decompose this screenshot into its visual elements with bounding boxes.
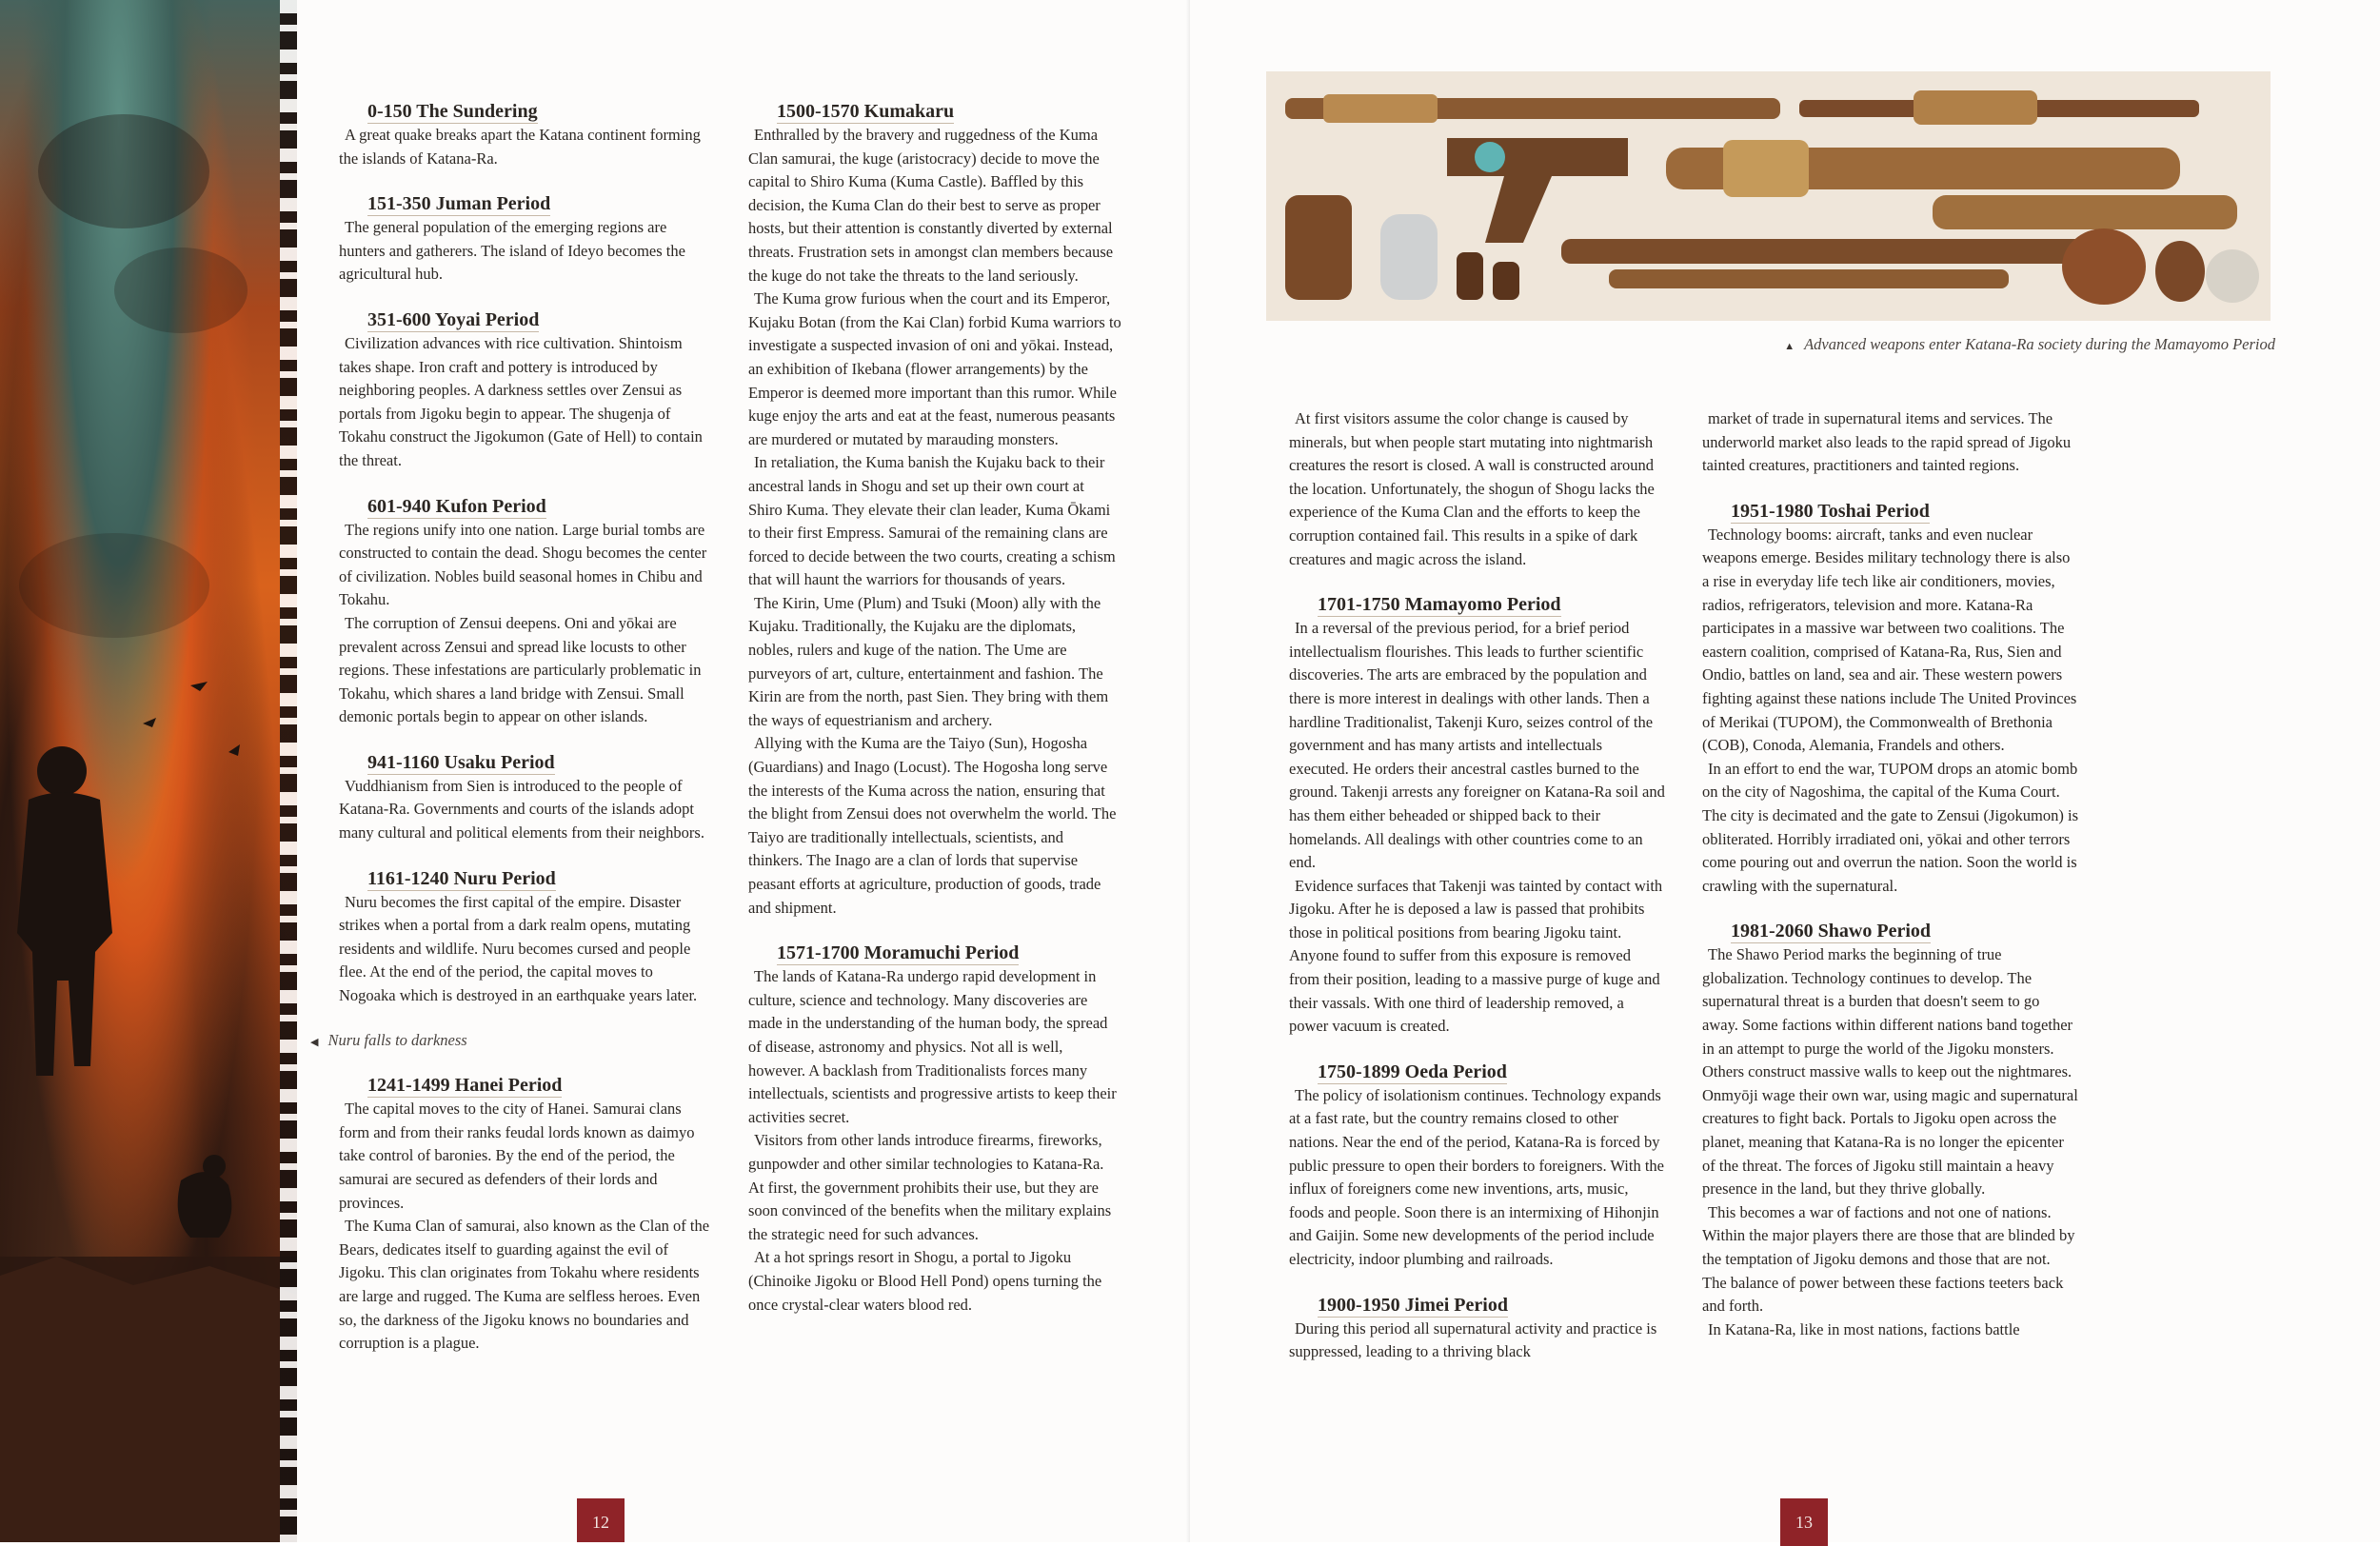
page-number-12: 12 [577, 1498, 625, 1542]
section-text: At a hot springs resort in Shogu, a portal to Jigoku (Chinoike Jigoku or Blood Hell Pond) opens turning the once crystal-clear waters blood red. [748, 1248, 1102, 1314]
section-text: At first visitors assume the color change is caused by minerals, but when people start mutating into nightmarish creatures the resort is closed. A wall is constructed around the location. Unfortunately, the shogun of Shogu lacks the experience of the Kuma Clan and the efforts to keep the corruption contained fail. This results in a spike of dark creatures and magic across the island. [1289, 409, 1655, 568]
section-text: Nuru becomes the first capital of the empire. Disaster strikes when a portal from a dark realm opens, mutating residents and wildlife. Nuru becomes cursed and people flee. At the end of the period, the capital moves to Nogoaka which is destroyed in an earthquake years later. [339, 892, 698, 1005]
section-text: The general population of the emerging regions are hunters and gatherers. The island of Ideyo becomes the agricultural hub. [339, 218, 685, 284]
art-caption: ◀ Nuru falls to darkness [310, 1030, 467, 1049]
section-text: Enthralled by the bravery and ruggedness of the Kuma Clan samurai, the kuge (aristocracy) decide to move the capital to Shiro Kuma (Kuma Castle). Baffled by this decision, the Kuma Clan do their best to serve as proper hosts, but their attention is constantly diverted by external threats. Frustration sets in amongst clan members because the kuge do not take the threats to the land seriously. [748, 126, 1114, 285]
section-text: The capital moves to the city of Hanei. Samurai clans form and from their ranks feudal lords known as daimyo take control of baronies. By the end of the period, the samurai are secured as defenders of their lords and provinces. [339, 1100, 695, 1212]
section-heading: 601-940 Kufon Period [367, 495, 546, 517]
section-text: The Kuma Clan of samurai, also known as the Clan of the Bears, dedicates itself to guarding against the evil of Jigoku. This clan originates from Tokahu where residents are large and rugged. The Kuma are selfless heroes. Even so, the darkness of the Jigoku knows no boundaries and corruption is a plague. [339, 1217, 710, 1353]
section-text: Technology booms: aircraft, tanks and even nuclear weapons emerge. Besides military technology there is also a rise in everyday life tech like air conditioners, movies, radios, refrigerators, television and more. Katana-Ra participates in a massive war between two coalitions. The eastern coalition, comprised of Katana-Ra, Rus, Sien and Ondio, battles on land, sea and air. These western powers fighting against these nations include The United Provinces of Merikai (TUPOM), the Commonwealth of Brethonia (COB), Conoda, Alemania, Frandels and others. [1702, 525, 2077, 755]
section-text: In a reversal of the previous period, for a brief period intellectualism flourishes. This leads to further scientific discoveries. The arts are embraced by the population and there is more interest in dealings with other lands. Then a hardline Traditionalist, Takenji Kuro, seizes control of the government and has many artists and intellectuals executed. He orders their ancestral castles burned to the ground. Takenji arrests any foreigner on Katana-Ra soil and has them either beheaded or shipped back to their homelands. All dealings with other countries come to an end. [1289, 619, 1665, 872]
child-silhouette [0, 666, 297, 1542]
section-heading: 1900-1950 Jimei Period [1318, 1294, 1508, 1316]
timeline-section [339, 307, 710, 473]
section-heading: 1951-1980 Toshai Period [1731, 500, 1930, 522]
section-heading: 941-1160 Usaku Period [367, 751, 555, 773]
timeline-section [748, 941, 1121, 1317]
section-text: The corruption of Zensui deepens. Oni and yōkai are prevalent across Zensui and spread like locusts to other regions. These infestations are particularly problematic in Tokahu, which shares a land bridge with Zensui. Small demonic portals begin to appear on other islands. [339, 613, 702, 726]
timeline-section [339, 99, 710, 170]
section-text: The policy of isolationism continues. Technology expands at a fast rate, but the country remains closed to other nations. Near the end of the period, Katana-Ra is forced by public pressure to open their borders to foreigners. With the influx of foreigners come new inventions, arts, music, foods and people. Soon there is an intermixing of Hihonjin and Gaijin. Some new developments of the period include electricity, indoor plumbing and railroads. [1289, 1085, 1665, 1268]
section-text: The Kirin, Ume (Plum) and Tsuki (Moon) ally with the Kujaku. Traditionally, the Kujaku are the diplomats, nobles, rulers and kuge of the nation. The Ume are purveyors of art, culture, entertainment and fashion. The Kirin are from the north, past Sien. They bring with them the ways of equestrianism and archery. [748, 593, 1109, 729]
left-triangle-icon: ◀ [310, 1036, 319, 1048]
section-text: Evidence surfaces that Takenji was tainted by contact with Jigoku. After he is deposed a law is passed that prohibits those in political positions from bearing Jigoku taint. Anyone found to suffer from this exposure is removed from their position, leading to a massive purge of kuge and their vassals. With one third of leadership removed, a power vacuum is created. [1289, 876, 1663, 1036]
section-heading: 1701-1750 Mamayomo Period [1318, 594, 1561, 616]
right-column-2 [1702, 407, 2078, 1362]
section-text: Visitors from other lands introduce firearms, fireworks, gunpowder and other similar technologies to Katana-Ra. At first, the government prohibits their use, but they are soon convinced of the benefits when the military explains the strategic need for such advances. [748, 1131, 1112, 1243]
timeline-section [1289, 1060, 1665, 1272]
illustration-caption: ▲ Advanced weapons enter Katana-Ra society during the Mamayomo Period [1784, 335, 2275, 353]
section-heading: 1500-1570 Kumakaru [777, 101, 955, 122]
timeline-section [339, 1073, 710, 1356]
section-heading: 1241-1499 Hanei Period [367, 1075, 563, 1097]
timeline-section [1702, 407, 2078, 478]
timeline-section [339, 191, 710, 287]
section-heading: 1161-1240 Nuru Period [367, 867, 556, 889]
section-heading: 1981-2060 Shawo Period [1731, 921, 1931, 942]
timeline-section [1289, 1293, 1665, 1364]
section-text: The Kuma grow furious when the court and its Emperor, Kujaku Botan (from the Kai Clan) forbid Kuma warriors to investigate a suspected invasion of oni and yōkai. Instead, an exhibition of Ikebana (flower arrangements) by the Emperor is deemed more important than this rumor. While kuge enjoy the arts and eat at the feast, numerous peasants are murdered or mutated by marauding monsters. [748, 289, 1121, 448]
section-heading: 0-150 The Sundering [367, 101, 538, 122]
page-number-13: 13 [1780, 1498, 1828, 1546]
timeline-section [748, 99, 1121, 920]
section-heading: 151-350 Juman Period [367, 193, 551, 215]
section-text: Civilization advances with rice cultivation. Shintoism takes shape. Iron craft and pottery is introduced by neighboring peoples. A darkness settles over Zensui as portals from Jigoku begin to appear. The shugenja of Tokahu construct the Jigokumon (Gate of Hell) to contain the threat. [339, 333, 703, 469]
section-text: The lands of Katana-Ra undergo rapid development in culture, science and technology. Many discoveries are made in the understanding of the human body, the spread of disease, astronomy and physics. Not all is well, however. A backlash from Traditionalists forces many intellectuals, scientists and progressive artists to keep their activities secret. [748, 967, 1117, 1126]
right-column-1 [1289, 407, 1665, 1385]
timeline-section [1702, 499, 2078, 899]
section-text: This becomes a war of factions and not one of nations. Within the major players there are those that are blinded by the temptation of Jigoku demons and those that are not. The balance of power between these factions teeters back and forth. [1702, 1202, 2075, 1316]
section-text: In Katana-Ra, like in most nations, factions battle [1708, 1319, 2020, 1338]
section-heading: 1571-1700 Moramuchi Period [777, 942, 1020, 964]
timeline-section [1702, 919, 2078, 1341]
up-triangle-icon: ▲ [1784, 341, 1795, 352]
section-heading: 1750-1899 Oeda Period [1318, 1060, 1507, 1082]
left-column-1 [310, 99, 710, 1377]
nuru-artwork [0, 0, 297, 1542]
section-text: During this period all supernatural activity and practice is suppressed, leading to a thriving black [1289, 1318, 1657, 1361]
weapons-illustration [1266, 71, 2271, 321]
section-text: A great quake breaks apart the Katana continent forming the islands of Katana-Ra. [339, 126, 701, 168]
timeline-section [1289, 592, 1665, 1039]
left-column-2 [748, 99, 1121, 1338]
section-text: In an effort to end the war, TUPOM drops an atomic bomb on the city of Nagoshima, the capital of the Kuma Court. The city is decimated and the gate to Zensui (Jigokumon) is obliterated. Horribly irradiated oni, yōkai and other terrors come pouring out and overrun the nation. Soon the world is crawling with the supernatural. [1702, 759, 2078, 895]
section-text: Allying with the Kuma are the Taiyo (Sun), Hogosha (Guardians) and Inago (Locust). The Hogosha long serve the interests of the Kuma across the nation, ensuring that the blight from Zensui does not overwhelm the world. The Taiyo are traditionally intellectuals, scientists, and thinkers. The Inago are a clan of lords that supervise peasant efforts at agriculture, production of goods, trade and shipment. [748, 734, 1117, 917]
timeline-section [339, 494, 710, 729]
section-heading: 351-600 Yoyai Period [367, 308, 540, 330]
section-text: market of trade in supernatural items and services. The underworld market also leads to the rapid spread of Jigoku tainted creatures, practitioners and tainted regions. [1702, 409, 2072, 475]
timeline-section [1289, 407, 1665, 571]
section-text: In retaliation, the Kuma banish the Kujaku back to their ancestral lands in Shogu and set up their own court at Shiro Kuma. They elevate their clan leader, Kuma Ōkami to their first Empress. Samurai of the remaining clans are forced to decide between the two courts, creating a schism that will haunt the warriors for thousands of years. [748, 453, 1116, 589]
section-text: The Shawo Period marks the beginning of true globalization. Technology continues to develop. The supernatural threat is a burden that doesn't seem to go away. Some factions within different nations band together in an attempt to purge the world of the Jigoku monsters. Others construct massive walls to keep out the nightmares. Onmyōji wage their own war, using magic and supernatural creatures to fight back. Portals to Jigoku open across the planet, meaning that Katana-Ra is no longer the epicenter of the threat. The forces of Jigoku still maintain a heavy presence in the land, but they thrive globally. [1702, 945, 2078, 1199]
timeline-section [339, 866, 710, 1008]
section-text: The regions unify into one nation. Large burial tombs are constructed to contain the dead. Shogu becomes the center of civilization. Nobles build seasonal homes in Chibu and Tokahu. [339, 520, 707, 609]
left-page [0, 0, 1190, 1542]
section-text: Vuddhianism from Sien is introduced to the people of Katana-Ra. Governments and courts of the islands adopt many cultural and political elements from their neighbors. [339, 776, 704, 842]
timeline-section [339, 750, 710, 845]
